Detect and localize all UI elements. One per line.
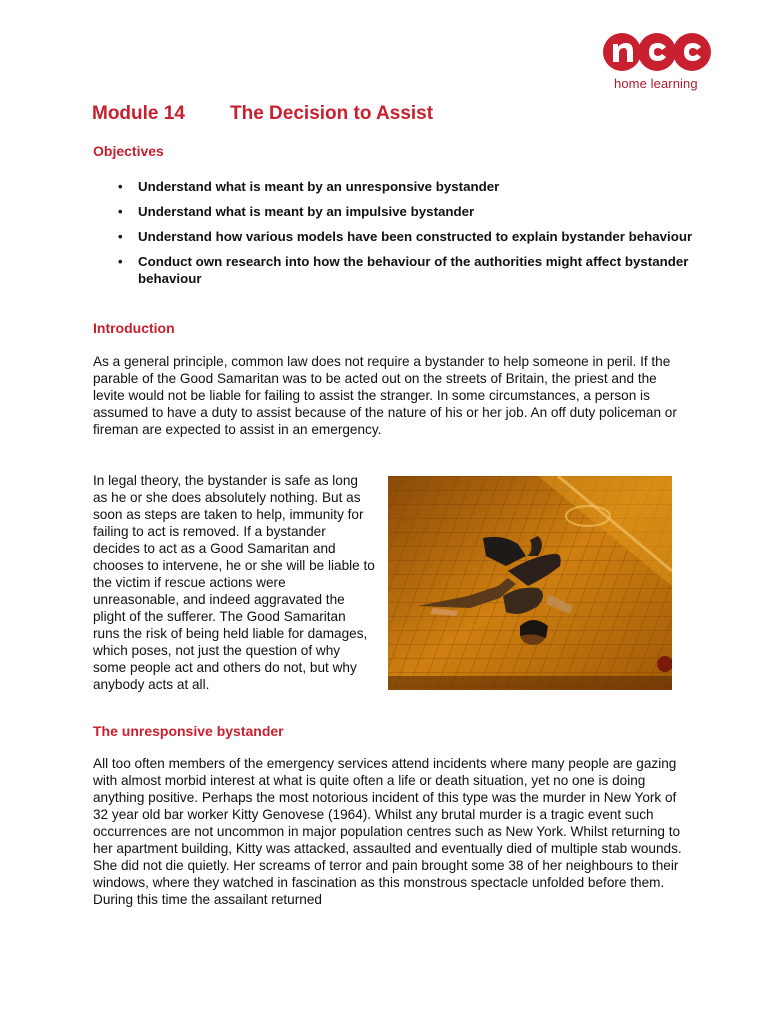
objectives-list [118, 178, 698, 295]
logo-tagline: home learning [614, 76, 698, 91]
introduction-paragraph-2: In legal theory, the bystander is safe as long as he or she does absolutely nothing. But as soon as steps are taken to help, immunity for failing to act is removed. If a bystander decides to act as a Good Samaritan and chooses to intervene, he or she will be liable to the victim if rescue actions were unreasonable, and indeed aggravated the plight of the sufferer. The Good Samaritan runs the risk of being held liable for damages, which poses, not just the question of why some people act and others do not, but why anybody acts at all. [93, 473, 375, 692]
list-item: • Understand what is meant by an impulsive bystander [118, 204, 475, 219]
page-title [92, 103, 433, 125]
bullet-icon: • [118, 229, 123, 244]
list-item: • Understand what is meant by an unresponsive bystander [118, 179, 500, 194]
module-name: The Decision to Assist [230, 103, 434, 124]
bullet-icon: • [118, 254, 123, 269]
list-item: • Conduct own research into how the behaviour of the authorities might affect bystander behaviour [118, 254, 689, 286]
list-item: • Understand how various models have been constructed to explain bystander behaviour [118, 229, 693, 244]
objectives-heading: Objectives [93, 143, 164, 159]
module-number: Module 14 [92, 103, 185, 124]
unresponsive-paragraph-1: All too often members of the emergency services attend incidents where many people are gazing with almost morbid interest at what is quite often a life or death situation, yet no one is doing anything positive. Perhaps the most notorious incident of this type was the murder in New York of 32 year old bar worker Kitty Genovese (1964). Whilst any brutal murder is a tragic event such occurrences are not uncommon in major population centres such as New York. Whilst returning to her apartment building, Kitty was attacked, assaulted and eventually died of multiple stab wounds. She did not die quietly. Her screams of terror and pain brought some 38 of her neighbours to their windows, where they watched in fascination as this monstrous spectacle unfolded before them. During this time the assailant returned [93, 756, 682, 907]
introduction-heading: Introduction [93, 320, 175, 336]
bullet-icon: • [118, 179, 123, 194]
unresponsive-heading: The unresponsive bystander [93, 723, 284, 739]
introduction-paragraph-1: As a general principle, common law does not require a bystander to help someone in peril. If the parable of the Good Samaritan was to be acted out on the streets of Britain, the priest and the levite would not be liable for failing to assist the stranger. In some circumstances, a person is assumed to have a duty to assist because of the nature of his or her job. An off duty policeman or fireman are expected to assist in an emergency. [93, 354, 677, 437]
bystander-photo [388, 476, 672, 690]
bullet-icon: • [118, 204, 123, 219]
